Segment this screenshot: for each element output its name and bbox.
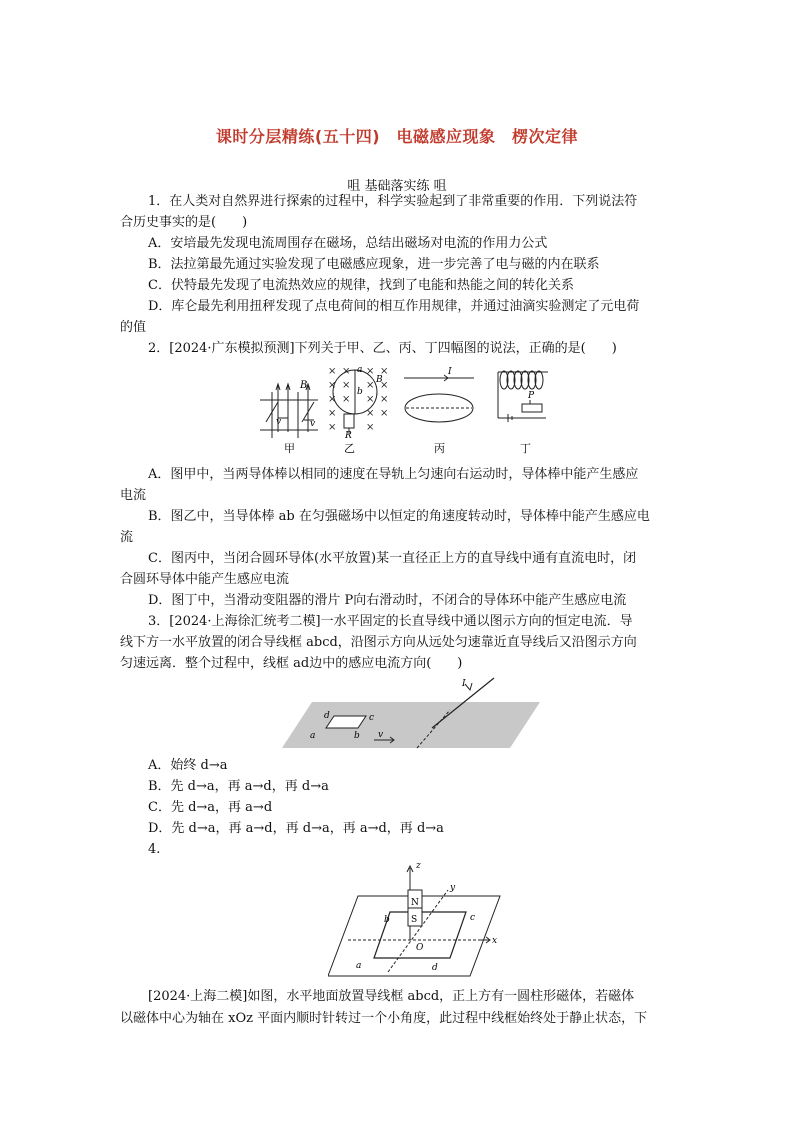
svg-text:b: b <box>357 387 363 397</box>
q4-number: 4. <box>148 842 161 857</box>
svg-text:×: × <box>366 366 375 377</box>
svg-text:c: c <box>369 713 375 723</box>
q1-option-b: B．法拉第最先通过实验发现了电磁感应现象，进一步完善了电与磁的内在联系 <box>148 257 600 272</box>
q3-stem-line2: 线下方一水平放置的闭合导线框 abcd，沿图示方向从远处匀速靠近直导线后又沿图示方向 <box>120 635 637 650</box>
svg-text:×: × <box>342 394 351 405</box>
q4-stem-line2: 以磁体中心为轴在 xOz 平面内顺时针转过一个小角度，此过程中线框始终处于静止状态，下 <box>120 1011 648 1026</box>
svg-text:c: c <box>470 913 476 923</box>
q1-option-d-line2: 的值 <box>120 320 147 335</box>
svg-text:O: O <box>416 943 424 953</box>
label-v1: v <box>276 417 282 427</box>
q1-option-d-line1: D．库仑最先利用扭秤发现了点电荷间的相互作用规律，并通过油滴实验测定了元电荷 <box>148 299 640 314</box>
q2-option-c-line1: C．图丙中，当闭合圆环导体(水平放置)某一直径正上方的直导线中通有直流电时，闭 <box>148 551 637 566</box>
svg-text:×: × <box>328 422 337 433</box>
q2-figures <box>258 362 548 454</box>
q3-figure <box>282 676 542 752</box>
svg-text:I: I <box>448 367 452 377</box>
figure-ding <box>498 371 548 422</box>
horizontal-plane <box>282 702 540 748</box>
svg-text:b: b <box>384 915 390 925</box>
q1-stem-line2: 合历史事实的是( ) <box>120 215 248 230</box>
figure-label-ding: 丁 <box>520 442 531 454</box>
q2-option-a-line2: 电流 <box>120 488 147 503</box>
svg-text:B: B <box>376 375 383 385</box>
svg-text:d: d <box>432 963 438 973</box>
page-title: 课时分层精练(五十四) 电磁感应现象 楞次定律 <box>215 127 579 146</box>
svg-text:×: × <box>328 380 337 391</box>
label-v2: v <box>310 419 316 429</box>
svg-text:×: × <box>380 366 389 377</box>
svg-text:I: I <box>462 679 466 689</box>
svg-text:×: × <box>366 394 375 405</box>
svg-text:a: a <box>310 731 316 741</box>
figure-jia <box>260 384 318 438</box>
q3-stem-line3: 匀速远离．整个过程中，线框 ad边中的感应电流方向( ) <box>120 656 463 671</box>
figure-label-bing: 丙 <box>434 442 445 454</box>
svg-text:×: × <box>380 408 389 419</box>
q2-option-d: D．图丁中，当滑动变阻器的滑片 P向右滑动时，不闭合的导体环中能产生感应电流 <box>148 593 627 608</box>
q3-option-a: A．始终 d→a <box>148 758 228 773</box>
svg-text:×: × <box>380 394 389 405</box>
q2-stem: 2．[2024·广东模拟预测]下列关于甲、乙、丙、丁四幅图的说法，正确的是( ) <box>148 341 617 356</box>
svg-text:S: S <box>411 915 418 925</box>
svg-text:×: × <box>366 380 375 391</box>
svg-text:×: × <box>380 380 389 391</box>
svg-text:×: × <box>366 408 375 419</box>
svg-text:N: N <box>411 898 419 908</box>
svg-text:x: x <box>492 936 498 946</box>
svg-text:v: v <box>378 730 384 740</box>
section-heading: 咀 基础落实练 咀 <box>347 179 447 194</box>
svg-text:×: × <box>328 394 337 405</box>
svg-text:×: × <box>342 380 351 391</box>
svg-text:×: × <box>366 422 375 433</box>
q2-option-b-line1: B．图乙中，当导体棒 ab 在匀强磁场中以恒定的角速度转动时，导体棒中能产生感应电 <box>148 509 650 524</box>
svg-text:z: z <box>416 861 421 871</box>
label-b-field: B <box>300 380 308 391</box>
svg-text:×: × <box>328 366 337 377</box>
svg-text:R: R <box>345 431 352 441</box>
svg-text:b: b <box>354 731 360 741</box>
svg-text:a: a <box>356 961 362 971</box>
q2-option-c-line2: 合圆环导体中能产生感应电流 <box>120 572 290 587</box>
q1-stem-line1: 1．在人类对自然界进行探索的过程中，科学实验起到了非常重要的作用．下列说法符 <box>148 194 638 209</box>
q1-option-a: A．安培最先发现电流周围存在磁场，总结出磁场对电流的作用力公式 <box>148 236 548 251</box>
q2-option-a-line1: A．图甲中，当两导体棒以相同的速度在导轨上匀速向右运动时，导体棒中能产生感应 <box>148 467 639 482</box>
q3-option-c: C．先 d→a，再 a→d <box>148 800 273 815</box>
figure-bing <box>404 375 474 422</box>
figure-label-yi: 乙 <box>344 442 355 454</box>
q4-stem-line1: [2024·上海二模]如图，水平地面放置导线框 abcd，正上方有一圆柱形磁体，若磁体 <box>148 989 635 1004</box>
svg-text:y: y <box>450 883 456 893</box>
svg-text:×: × <box>328 408 337 419</box>
q1-option-c: C．伏特最先发现了电流热效应的规律，找到了电能和热能之间的转化关系 <box>148 278 574 293</box>
svg-text:P: P <box>528 391 535 401</box>
q4-figure <box>328 860 504 980</box>
figure-label-jia: 甲 <box>284 442 295 454</box>
q3-stem-line1: 3．[2024·上海徐汇统考二模]一水平固定的长直导线中通以图示方向的恒定电流．导 <box>148 614 633 629</box>
q3-option-d: D．先 d→a，再 a→d，再 d→a，再 a→d，再 d→a <box>148 821 444 836</box>
q3-option-b: B．先 d→a，再 a→d，再 d→a <box>148 779 329 794</box>
q2-option-b-line2: 流 <box>120 530 134 545</box>
svg-text:×: × <box>342 366 351 377</box>
svg-text:a: a <box>357 365 363 375</box>
svg-text:d: d <box>324 711 330 721</box>
